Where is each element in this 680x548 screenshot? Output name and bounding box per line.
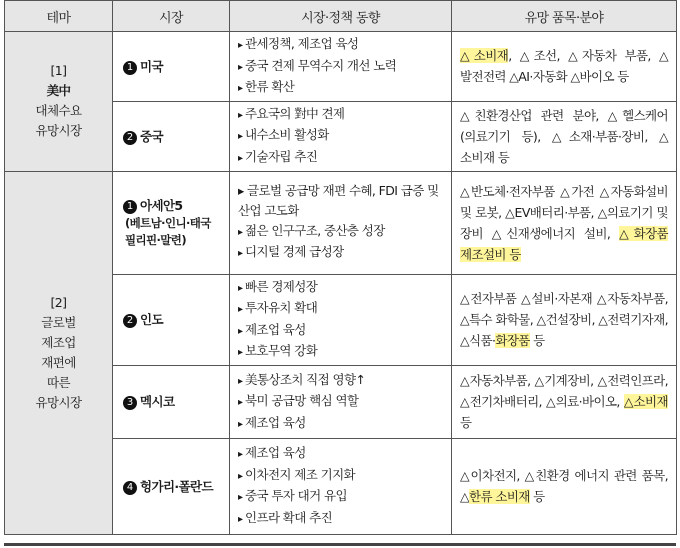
trend-item: ▸ 보호무역 강화 [238,341,443,363]
items-cell [452,171,677,274]
theme-label: [1] [50,63,67,79]
highlighted-item: △소비재 [460,48,509,64]
trend-cell [230,438,452,534]
theme-label: [2] [50,294,67,310]
item-text: 등 [529,489,545,505]
trend-cell [230,171,452,274]
item-text: △반도체·전자부품 △가전 △자동화설비 및 로봇, △EV배터리·부품, △의료기기 및 장비 △신재생에너지 설비, [460,183,668,241]
header-market: 시장 [113,1,230,32]
theme-label: 美中 [46,83,71,99]
market-cell [113,101,230,171]
market-name: 멕시코 [140,394,175,410]
item-text: △이차전지, △친환경 에너지 관련 품목, △ [460,468,668,505]
trend-item: ▸ 젊은 인구구조, 중산층 성장 [238,221,443,243]
trend-item: ▸ 제조업 육성 [238,443,443,465]
trend-item: ▸ 제조업 육성 [238,413,443,435]
market-cell [113,365,230,438]
item-text: △친환경산업 관련 분야, △헬스케어(의료기기 등), △소재·부품·장비, △소비재 등 [460,107,668,165]
number-badge-icon: 1 [123,200,137,214]
theme-label: 글로벌 [41,314,76,330]
number-badge-icon: 3 [123,396,137,410]
theme-label: 따른 [47,374,70,390]
trend-cell [230,101,452,171]
trend-item: ▸ 투자유치 확대 [238,298,443,320]
market-name: 중국 [140,128,163,144]
items-cell [452,365,677,438]
number-badge-icon: 1 [123,61,137,75]
highlighted-item: △화장품 제조설비 등 [460,225,668,262]
market-name: 아세안5 [140,198,183,214]
item-text: 등 [529,333,545,349]
market-cell [113,171,230,274]
header-items: 유망 품목·분야 [452,1,677,32]
header-row [5,1,677,32]
items-cell [452,101,677,171]
trend-item: ▸ 한류 확산 [238,77,443,99]
number-badge-icon: 4 [123,481,137,495]
market-name: 인도 [140,312,163,328]
trend-item: ▸ 주요국의 對中 견제 [238,104,443,126]
trend-cell [230,274,452,365]
item-text: △자동차부품, △기계장비, △전력인프라, △전기차배터리, △의료·바이오, [460,373,668,410]
market-subtitle: (베트남·인니·태국 [125,216,211,231]
number-badge-icon: 2 [123,131,137,145]
trend-item: ▸ 美통상조치 직접 영향↑ [238,370,443,392]
trend-item: ▸ 북미 공급망 핵심 역할 [238,391,443,413]
trend-item: ▸ 빠른 경제성장 [238,277,443,299]
trend-item: ▸ 디지털 경제 급성장 [238,242,443,264]
trend-item: ▸ 글로벌 공급망 재편 수혜, FDI 급증 및 산업 고도화 [238,183,439,218]
items-cell [452,274,677,365]
item-text: , △조선, △자동차 부품, △발전전력 △AI·자동화 △바이오 등 [460,48,668,85]
market-cell [113,438,230,534]
items-cell [452,32,677,102]
trend-item: ▸ 중국 견제 무역수지 개선 노력 [238,56,443,78]
theme-cell-2 [5,171,113,534]
header-trend: 시장·정책 동향 [230,1,452,32]
table-bottom-border [4,543,676,546]
theme-label: 제조업 [41,334,76,350]
trend-item: ▸ 관세정책, 제조업 육성 [238,34,443,56]
trend-item: ▸ 기술자립 추진 [238,147,443,169]
theme-cell-1 [5,32,113,172]
highlighted-item: 화장품 [495,333,530,349]
trend-cell [230,365,452,438]
market-cell [113,32,230,102]
trend-item: ▸ 내수소비 활성화 [238,125,443,147]
number-badge-icon: 2 [123,314,137,328]
trend-item: ▸ 이차전지 제조 기지화 [238,465,443,487]
market-subtitle: 필리핀·말련) [125,233,186,248]
market-name: 미국 [140,58,163,74]
theme-label: 대체수요 [35,103,82,119]
items-cell [452,438,677,534]
trend-item: ▸ 중국 투자 대거 유입 [238,486,443,508]
item-text: 등 [460,415,472,431]
trend-item: ▸ 인프라 확대 추진 [238,508,443,530]
theme-label: 재편에 [41,354,76,370]
item-text: △전자부품 △설비·자본재 △자동차부품, △특수 화학물, △건설장비, △전력기자재, △식품· [460,291,668,349]
trend-cell [230,32,452,102]
market-cell [113,274,230,365]
market-table [4,0,677,535]
market-name: 헝가리·폴란드 [140,478,213,494]
highlighted-item: 한류 소비재 [469,489,530,505]
table-row [5,171,677,274]
theme-label: 유망시장 [35,123,82,139]
trend-item: ▸ 제조업 육성 [238,320,443,342]
table-row [5,32,677,102]
theme-label: 유망시장 [35,394,82,410]
highlighted-item: △소비재 [623,394,668,410]
header-theme: 테마 [5,1,113,32]
